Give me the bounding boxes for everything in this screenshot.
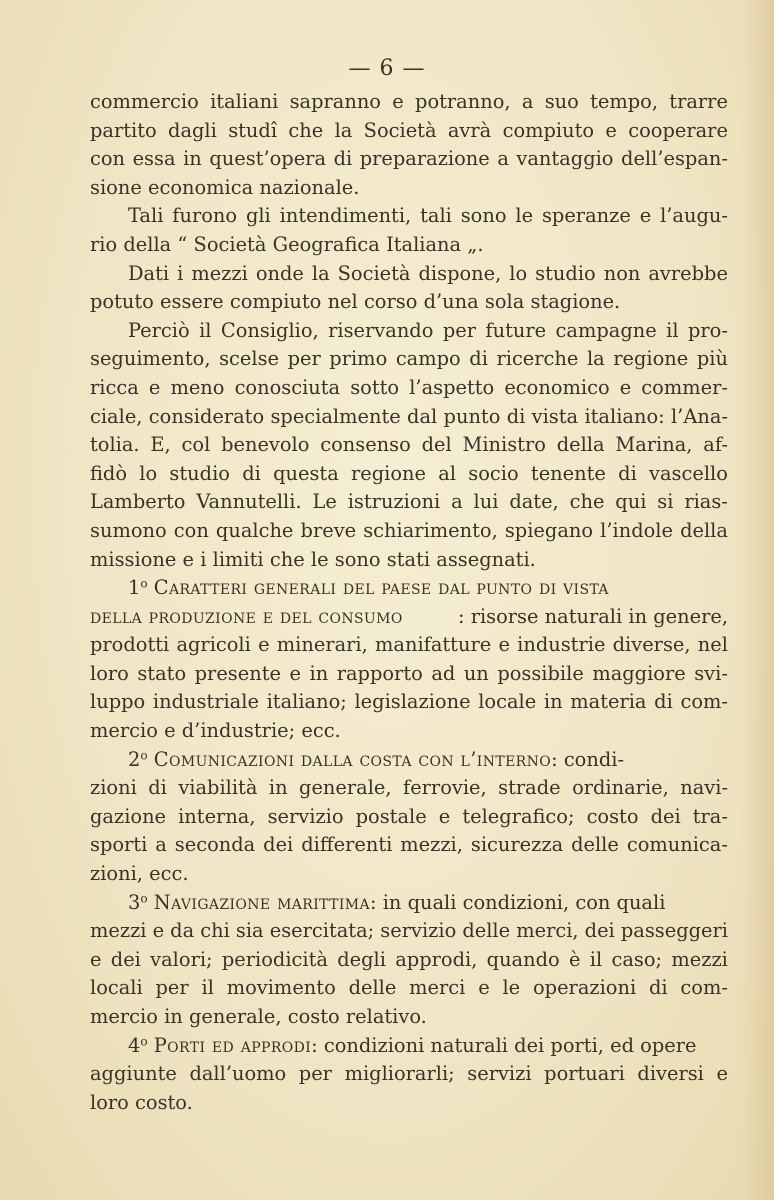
item-heading: Comunicazioni dalla costa con l’interno (153, 747, 552, 771)
body-text (90, 88, 728, 1117)
text-line: tolia. E, col benevolo consenso del Ministro della Marina, af- (90, 433, 728, 457)
text-line: Perciò il Consiglio, riservando per future campagne il pro- (128, 318, 728, 342)
text-line: potuto essere compiuto nel corso d’una sola stagione. (90, 290, 621, 314)
item-heading: Navigazione marittima (153, 890, 371, 914)
text-line: Tali furono gli intendimenti, tali sono le speranze e l’augu- (128, 204, 728, 228)
item-number: 1$^o$ Caratteri generali del paese dal punto di vista (128, 576, 609, 600)
text-line: rio della “ Società Geografica Italiana „. (90, 232, 484, 256)
text-line: sione economica nazionale. (90, 175, 360, 199)
text-line: seguimento, scelse per primo campo di ricerche la regione più (90, 347, 728, 371)
text-line: con essa in quest’opera di preparazione a vantaggio dell’espan- (90, 147, 728, 171)
text-line: missione e i limiti che le sono stati assegnati. (90, 547, 536, 571)
text-line: sumono con qualche breve schiarimento, spiegano l’indole della (90, 518, 728, 542)
text-line: aggiunte dall’uomo per migliorarli; servizi portuari diversi e (90, 1062, 728, 1086)
list-item-heading (90, 746, 728, 775)
text-line: ricca e meno conosciuta sotto l’aspetto economico e commer- (90, 375, 728, 399)
text-line: mezzi e da chi sia esercitata; servizio delle merci, dei passeggeri (90, 919, 728, 943)
item-heading: della produzione e del consumo (90, 604, 403, 628)
text-line: loro costo. (90, 1090, 193, 1114)
item-number: 4$^o$ Porti ed approdi: condizioni naturali dei porti, ed opere (128, 1033, 697, 1057)
list-item-heading (90, 1032, 728, 1061)
text-line: della produzione e del consumo : risorse naturali in genere, (90, 603, 728, 632)
item-number: 3$^o$ Navigazione marittima: in quali condizioni, con quali (128, 890, 666, 914)
page-number: — 6 — (348, 56, 426, 81)
text-line: partito dagli studî che la Società avrà compiuto e cooperare (90, 118, 728, 142)
item-number: 2$^o$ Comunicazioni dalla costa con l’interno: condi- (128, 747, 625, 771)
list-item-heading (90, 574, 728, 603)
text-line: mercio e d’industrie; ecc. (90, 719, 341, 743)
text-line: zioni di viabilità in generale, ferrovie, strade ordinarie, navi- (90, 776, 728, 800)
item-heading: Caratteri generali del paese dal punto di vista (153, 576, 609, 600)
page-edge-shadow (740, 0, 774, 1200)
text-line: luppo industriale italiano; legislazione locale in materia di com- (90, 690, 728, 714)
text-line: mercio in generale, costo relativo. (90, 1005, 427, 1028)
text-line: sporti a seconda dei differenti mezzi, sicurezza delle comunica- (90, 833, 728, 857)
text-line: fidò lo studio di questa regione al socio tenente di vascello (90, 461, 728, 485)
item-heading: Porti ed approdi (153, 1033, 312, 1057)
text-line: loro stato presente e in rapporto ad un possibile maggiore svi- (90, 661, 728, 685)
text-line: prodotti agricoli e minerari, manifatture e industrie diverse, nel (90, 633, 728, 657)
text-line: locali per il movimento delle merci e le operazioni di com- (90, 976, 728, 1000)
text-line: e dei valori; periodicità degli approdi, quando è il caso; mezzi (90, 947, 728, 971)
text-line: gazione interna, servizio postale e telegrafico; costo dei tra- (90, 804, 728, 828)
text-line: ciale, considerato specialmente dal punto di vista italiano: l’Ana- (90, 404, 728, 428)
text-line: zioni, ecc. (90, 862, 189, 886)
text-line: Lamberto Vannutelli. Le istruzioni a lui date, che qui si rias- (90, 490, 728, 514)
text-line: Dati i mezzi onde la Società dispone, lo studio non avrebbe (128, 261, 728, 285)
text-line: commercio italiani sapranno e potranno, a suo tempo, trarre (90, 90, 728, 113)
list-item-heading (90, 889, 728, 918)
